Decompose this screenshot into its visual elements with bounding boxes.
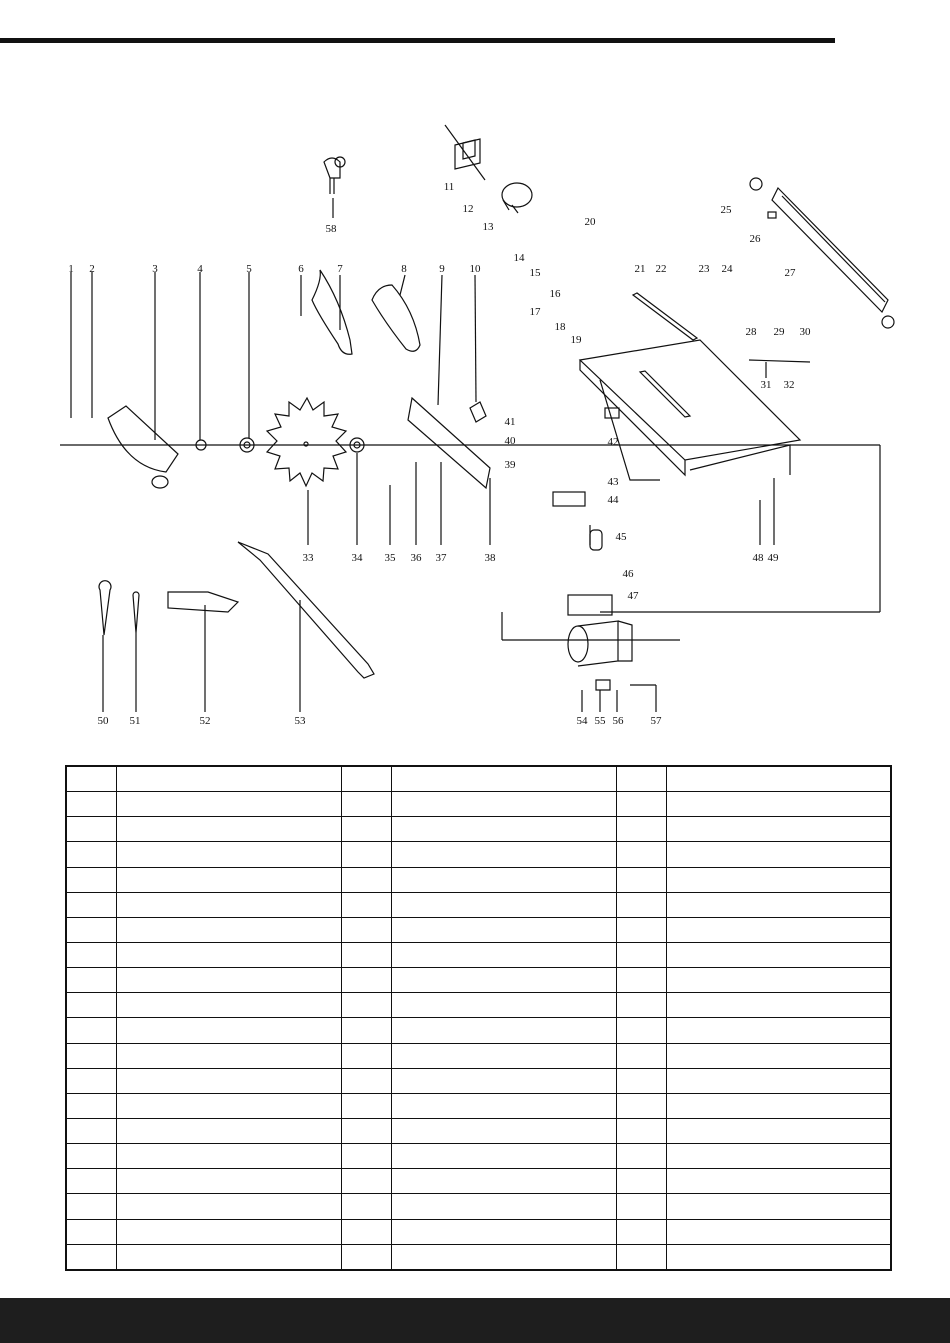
part-number-cell (66, 1018, 116, 1043)
callout-label: 19 (570, 334, 582, 346)
part-number-cell (66, 1118, 116, 1143)
callout-label: 42 (607, 436, 619, 448)
part-number-cell (616, 917, 666, 942)
callout-label: 29 (773, 326, 785, 338)
part-number-cell (616, 842, 666, 867)
part-description-cell (116, 1068, 341, 1093)
table-row (66, 1068, 891, 1093)
callout-label: 11 (443, 181, 455, 193)
callout-label: 58 (325, 223, 337, 235)
part-number-cell (66, 817, 116, 842)
part-description-cell (666, 766, 891, 792)
part-description-cell (116, 1219, 341, 1244)
part-description-cell (666, 943, 891, 968)
part-number-cell (66, 792, 116, 817)
part-description-cell (116, 943, 341, 968)
table-row (66, 1118, 891, 1143)
part-description-cell (391, 1018, 616, 1043)
part-description-cell (666, 792, 891, 817)
callout-label: 4 (197, 263, 203, 275)
part-number-cell (341, 792, 391, 817)
part-description-cell (116, 1093, 341, 1118)
part-description-cell (116, 1118, 341, 1143)
riving-knife-bracket-part (408, 398, 490, 488)
callout-label: 27 (784, 267, 796, 279)
callout-label: 30 (799, 326, 811, 338)
callout-label: 39 (504, 459, 516, 471)
callout-label: 34 (351, 552, 363, 564)
part-number-cell (616, 817, 666, 842)
spanner-part (99, 581, 111, 635)
part-number-cell (616, 993, 666, 1018)
callout-label: 12 (462, 203, 474, 215)
part-number-cell (66, 892, 116, 917)
part-description-cell (116, 1169, 341, 1194)
motor-part (568, 595, 632, 690)
table-row (66, 817, 891, 842)
part-number-cell (616, 1018, 666, 1043)
part-number-cell (341, 943, 391, 968)
part-number-cell (66, 993, 116, 1018)
part-description-cell (116, 766, 341, 792)
callout-label: 20 (584, 216, 596, 228)
part-description-cell (391, 892, 616, 917)
mounting-bracket-part (168, 592, 238, 612)
part-number-cell (616, 1219, 666, 1244)
callout-label: 10 (469, 263, 481, 275)
part-number-cell (616, 1194, 666, 1219)
part-description-cell (391, 1043, 616, 1068)
part-number-cell (66, 1169, 116, 1194)
part-description-cell (116, 1018, 341, 1043)
callout-label: 28 (745, 326, 757, 338)
part-number-cell (616, 1118, 666, 1143)
part-description-cell (116, 1194, 341, 1219)
callout-label: 44 (607, 494, 619, 506)
part-number-cell (341, 1244, 391, 1270)
part-number-cell (616, 1169, 666, 1194)
callout-label: 15 (529, 267, 541, 279)
part-number-cell (616, 1144, 666, 1169)
table-row (66, 943, 891, 968)
part-number-cell (66, 766, 116, 792)
callout-label: 41 (504, 416, 516, 428)
part-description-cell (116, 1244, 341, 1270)
callout-label: 5 (246, 263, 252, 275)
callout-label: 35 (384, 552, 396, 564)
part-description-cell (391, 1194, 616, 1219)
part-description-cell (666, 993, 891, 1018)
callout-label: 32 (783, 379, 795, 391)
part-number-cell (616, 892, 666, 917)
part-number-cell (341, 766, 391, 792)
part-number-cell (341, 1068, 391, 1093)
part-number-cell (66, 968, 116, 993)
callout-label: 46 (622, 568, 634, 580)
part-description-cell (391, 766, 616, 792)
part-number-cell (66, 1068, 116, 1093)
rip-fence-part (750, 178, 894, 328)
part-number-cell (341, 1018, 391, 1043)
part-number-cell (341, 993, 391, 1018)
power-plug-part (324, 157, 345, 194)
callout-label: 43 (607, 476, 619, 488)
callout-label: 18 (554, 321, 566, 333)
part-number-cell (66, 1093, 116, 1118)
part-description-cell (116, 917, 341, 942)
callout-label: 8 (401, 263, 407, 275)
part-description-cell (116, 1144, 341, 1169)
callout-label: 1 (68, 263, 74, 275)
part-number-cell (616, 867, 666, 892)
callout-label: 31 (760, 379, 772, 391)
part-number-cell (66, 842, 116, 867)
footer-band (0, 1298, 950, 1343)
callout-label: 33 (302, 552, 314, 564)
callout-label: 37 (435, 552, 447, 564)
callout-label: 14 (513, 252, 525, 264)
part-description-cell (116, 892, 341, 917)
part-description-cell (116, 993, 341, 1018)
table-row (66, 867, 891, 892)
part-number-cell (341, 917, 391, 942)
table-row (66, 917, 891, 942)
part-number-cell (341, 968, 391, 993)
callout-label: 21 (634, 263, 646, 275)
callout-label: 57 (650, 715, 662, 727)
table-row (66, 1093, 891, 1118)
part-description-cell (666, 1118, 891, 1143)
part-number-cell (66, 867, 116, 892)
parts-list-body (66, 766, 891, 1270)
part-number-cell (616, 968, 666, 993)
part-description-cell (116, 968, 341, 993)
part-number-cell (341, 867, 391, 892)
table-row (66, 766, 891, 792)
part-description-cell (666, 917, 891, 942)
table-row (66, 1018, 891, 1043)
part-number-cell (66, 1244, 116, 1270)
guard-arm-part (312, 270, 420, 354)
part-number-cell (66, 1194, 116, 1219)
part-description-cell (666, 1144, 891, 1169)
part-number-cell (616, 943, 666, 968)
part-description-cell (116, 842, 341, 867)
part-number-cell (341, 1118, 391, 1143)
callout-label: 53 (294, 715, 306, 727)
callout-label: 36 (410, 552, 422, 564)
callout-label: 38 (484, 552, 496, 564)
callout-label: 3 (152, 263, 158, 275)
part-description-cell (666, 892, 891, 917)
callout-label: 16 (549, 288, 561, 300)
part-description-cell (666, 968, 891, 993)
part-number-cell (341, 1219, 391, 1244)
part-description-cell (666, 867, 891, 892)
part-number-cell (66, 1043, 116, 1068)
callout-label: 55 (594, 715, 606, 727)
parts-list-table (65, 765, 892, 1271)
part-description-cell (391, 1219, 616, 1244)
part-description-cell (391, 1068, 616, 1093)
callout-label: 9 (439, 263, 445, 275)
part-description-cell (391, 1118, 616, 1143)
callout-label: 52 (199, 715, 211, 727)
table-row (66, 1144, 891, 1169)
table-row (66, 968, 891, 993)
table-row (66, 1244, 891, 1270)
part-description-cell (666, 1093, 891, 1118)
part-description-cell (666, 817, 891, 842)
part-description-cell (666, 1244, 891, 1270)
part-number-cell (66, 1219, 116, 1244)
part-number-cell (616, 766, 666, 792)
part-description-cell (666, 1194, 891, 1219)
blade-guard-part (108, 406, 178, 488)
callout-label: 23 (698, 263, 710, 275)
switch-housing-part (553, 492, 585, 506)
part-description-cell (391, 1169, 616, 1194)
callout-label: 49 (767, 552, 779, 564)
table-row (66, 842, 891, 867)
part-number-cell (66, 917, 116, 942)
part-description-cell (666, 1068, 891, 1093)
saw-blade-part (267, 398, 346, 486)
part-description-cell (666, 842, 891, 867)
part-description-cell (666, 1043, 891, 1068)
part-description-cell (666, 1169, 891, 1194)
table-row (66, 792, 891, 817)
motor-housing-part (445, 125, 532, 213)
table-row (66, 993, 891, 1018)
allen-key-part (133, 592, 139, 633)
part-number-cell (341, 1194, 391, 1219)
callout-label: 6 (298, 263, 304, 275)
part-number-cell (341, 1043, 391, 1068)
part-description-cell (391, 993, 616, 1018)
part-description-cell (116, 817, 341, 842)
part-number-cell (616, 1043, 666, 1068)
part-number-cell (616, 792, 666, 817)
callout-label: 24 (721, 263, 733, 275)
part-number-cell (341, 842, 391, 867)
part-number-cell (341, 892, 391, 917)
slide-rail-part (633, 293, 697, 340)
part-number-cell (66, 943, 116, 968)
part-description-cell (666, 1018, 891, 1043)
table-row (66, 1219, 891, 1244)
part-description-cell (391, 968, 616, 993)
callout-label: 2 (89, 263, 95, 275)
part-number-cell (341, 817, 391, 842)
part-number-cell (341, 1144, 391, 1169)
table-row (66, 892, 891, 917)
part-description-cell (391, 842, 616, 867)
callout-label: 40 (504, 435, 516, 447)
part-number-cell (341, 1169, 391, 1194)
callout-label: 50 (97, 715, 109, 727)
callout-label: 26 (749, 233, 761, 245)
callout-label: 22 (655, 263, 667, 275)
table-row (66, 1043, 891, 1068)
part-description-cell (391, 792, 616, 817)
part-description-cell (666, 1219, 891, 1244)
part-description-cell (116, 792, 341, 817)
table-row (66, 1169, 891, 1194)
part-description-cell (116, 867, 341, 892)
callout-label: 47 (627, 590, 639, 602)
part-description-cell (391, 867, 616, 892)
part-description-cell (116, 1043, 341, 1068)
callout-label: 51 (129, 715, 141, 727)
callout-label: 25 (720, 204, 732, 216)
part-number-cell (616, 1068, 666, 1093)
part-description-cell (391, 817, 616, 842)
part-description-cell (391, 917, 616, 942)
callout-label: 54 (576, 715, 588, 727)
part-description-cell (391, 1093, 616, 1118)
callout-label: 13 (482, 221, 494, 233)
callout-label: 48 (752, 552, 764, 564)
table-row (66, 1194, 891, 1219)
callout-label: 7 (337, 263, 343, 275)
callout-label: 17 (529, 306, 541, 318)
part-number-cell (66, 1144, 116, 1169)
part-description-cell (391, 943, 616, 968)
part-number-cell (616, 1093, 666, 1118)
callout-label: 45 (615, 531, 627, 543)
part-number-cell (341, 1093, 391, 1118)
part-description-cell (391, 1144, 616, 1169)
part-number-cell (616, 1244, 666, 1270)
part-description-cell (391, 1244, 616, 1270)
callout-label: 56 (612, 715, 624, 727)
